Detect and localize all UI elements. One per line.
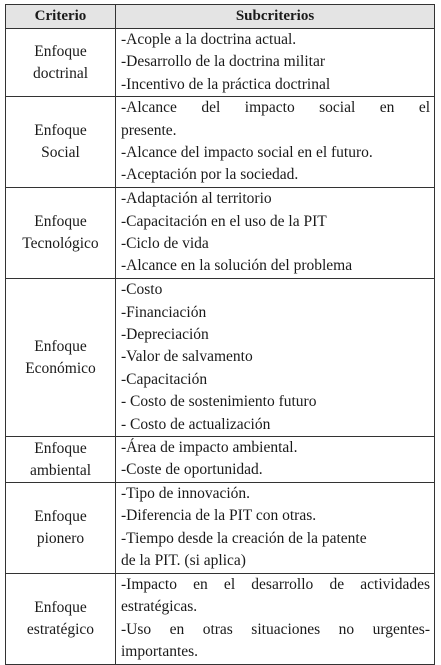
criterio-cell bbox=[6, 29, 116, 97]
table-row bbox=[6, 29, 435, 97]
criterio-line: doctrinal bbox=[32, 64, 89, 82]
subcriterio-line: -Desarrollo de la doctrina militar bbox=[121, 53, 326, 71]
subcriterio-line: -Tiempo desde la creación de la patente bbox=[121, 529, 367, 547]
criterio-cell bbox=[6, 437, 116, 483]
subcriterios-cell bbox=[116, 483, 435, 574]
subcriterio-line: -Coste de oportunidad. bbox=[121, 461, 263, 479]
subcriterio-line: -Incentivo de la práctica doctrinal bbox=[121, 75, 331, 93]
subcriterio-line: -Tipo de innovación. bbox=[121, 485, 251, 503]
subcriterio-line: -Acople a la doctrina actual. bbox=[121, 31, 297, 48]
subcriterio-line: -Uso en otras situaciones no urgentes- bbox=[121, 620, 430, 638]
criterio-cell bbox=[6, 188, 116, 279]
criteria-table-container bbox=[5, 4, 435, 665]
criterio-line: Enfoque bbox=[34, 213, 87, 231]
criterio-line: Enfoque bbox=[34, 122, 87, 140]
header-row bbox=[6, 5, 435, 29]
criterio-cell bbox=[6, 574, 116, 665]
subcriterio-line: -Financiación bbox=[121, 303, 207, 321]
subcriterio-line: -Alcance del impacto social en el bbox=[121, 99, 430, 117]
subcriterio-line: presente. bbox=[121, 121, 177, 139]
table-row bbox=[6, 483, 435, 574]
subcriterio-line: -Valor de salvamento bbox=[121, 348, 253, 366]
criterio-line: Social bbox=[41, 144, 80, 162]
criterio-line: Económico bbox=[25, 359, 96, 377]
criteria-table bbox=[5, 4, 435, 665]
subcriterio-line: -Alcance en la solución del problema bbox=[121, 257, 353, 275]
table-row bbox=[6, 279, 435, 437]
subcriterio-line: importantes. bbox=[121, 643, 199, 661]
subcriterios-cell bbox=[116, 188, 435, 279]
subcriterio-line: estratégicas. bbox=[121, 598, 198, 616]
criterio-line: pionero bbox=[36, 530, 85, 548]
criterio-line: estratégico bbox=[26, 621, 95, 639]
subcriterio-line: -Adaptación al territorio bbox=[121, 190, 272, 208]
subcriterio-line: -Alcance del impacto social en el futuro. bbox=[121, 144, 373, 162]
criterio-line: Tecnológico bbox=[22, 235, 99, 253]
table-row bbox=[6, 574, 435, 665]
table-row bbox=[6, 188, 435, 279]
table-row bbox=[6, 97, 435, 188]
criterio-line: Enfoque bbox=[34, 599, 87, 617]
subcriterios-cell bbox=[116, 29, 435, 97]
table-row bbox=[6, 437, 435, 483]
criterio-line: Enfoque bbox=[34, 439, 87, 457]
subcriterio-line: -Diferencia de la PIT con otras. bbox=[121, 507, 317, 525]
subcriterio-line: - Costo de actualización bbox=[121, 415, 271, 433]
criterio-cell bbox=[6, 279, 116, 437]
subcriterio-line: -Aceptación por la sociedad. bbox=[121, 166, 299, 184]
criterio-line: Enfoque bbox=[34, 42, 87, 60]
subcriterios-cell bbox=[116, 279, 435, 437]
subcriterio-line: -Capacitación en el uso de la PIT bbox=[121, 212, 327, 230]
criterio-cell bbox=[6, 97, 116, 188]
subcriterio-line: -Área de impacto ambiental. bbox=[121, 439, 298, 457]
criterio-line: Enfoque bbox=[34, 508, 87, 526]
criterio-line: Enfoque bbox=[34, 337, 87, 355]
subcriterio-line: -Impacto en el desarrollo de actividades bbox=[121, 576, 430, 594]
subcriterio-line: - Costo de sostenimiento futuro bbox=[121, 393, 317, 411]
subcriterio-line: de la PIT. (si aplica) bbox=[121, 552, 246, 570]
header-criterio: Criterio bbox=[6, 5, 116, 29]
subcriterio-line: -Costo bbox=[121, 281, 163, 299]
criterio-line: ambiental bbox=[29, 461, 92, 479]
subcriterio-line: -Depreciación bbox=[121, 326, 209, 344]
subcriterios-cell bbox=[116, 437, 435, 483]
subcriterio-line: -Ciclo de vida bbox=[121, 235, 209, 253]
subcriterios-cell bbox=[116, 97, 435, 188]
subcriterio-line: -Capacitación bbox=[121, 370, 208, 388]
subcriterios-cell bbox=[116, 574, 435, 665]
header-subcriterios: Subcriterios bbox=[116, 5, 435, 29]
criterio-cell bbox=[6, 483, 116, 574]
